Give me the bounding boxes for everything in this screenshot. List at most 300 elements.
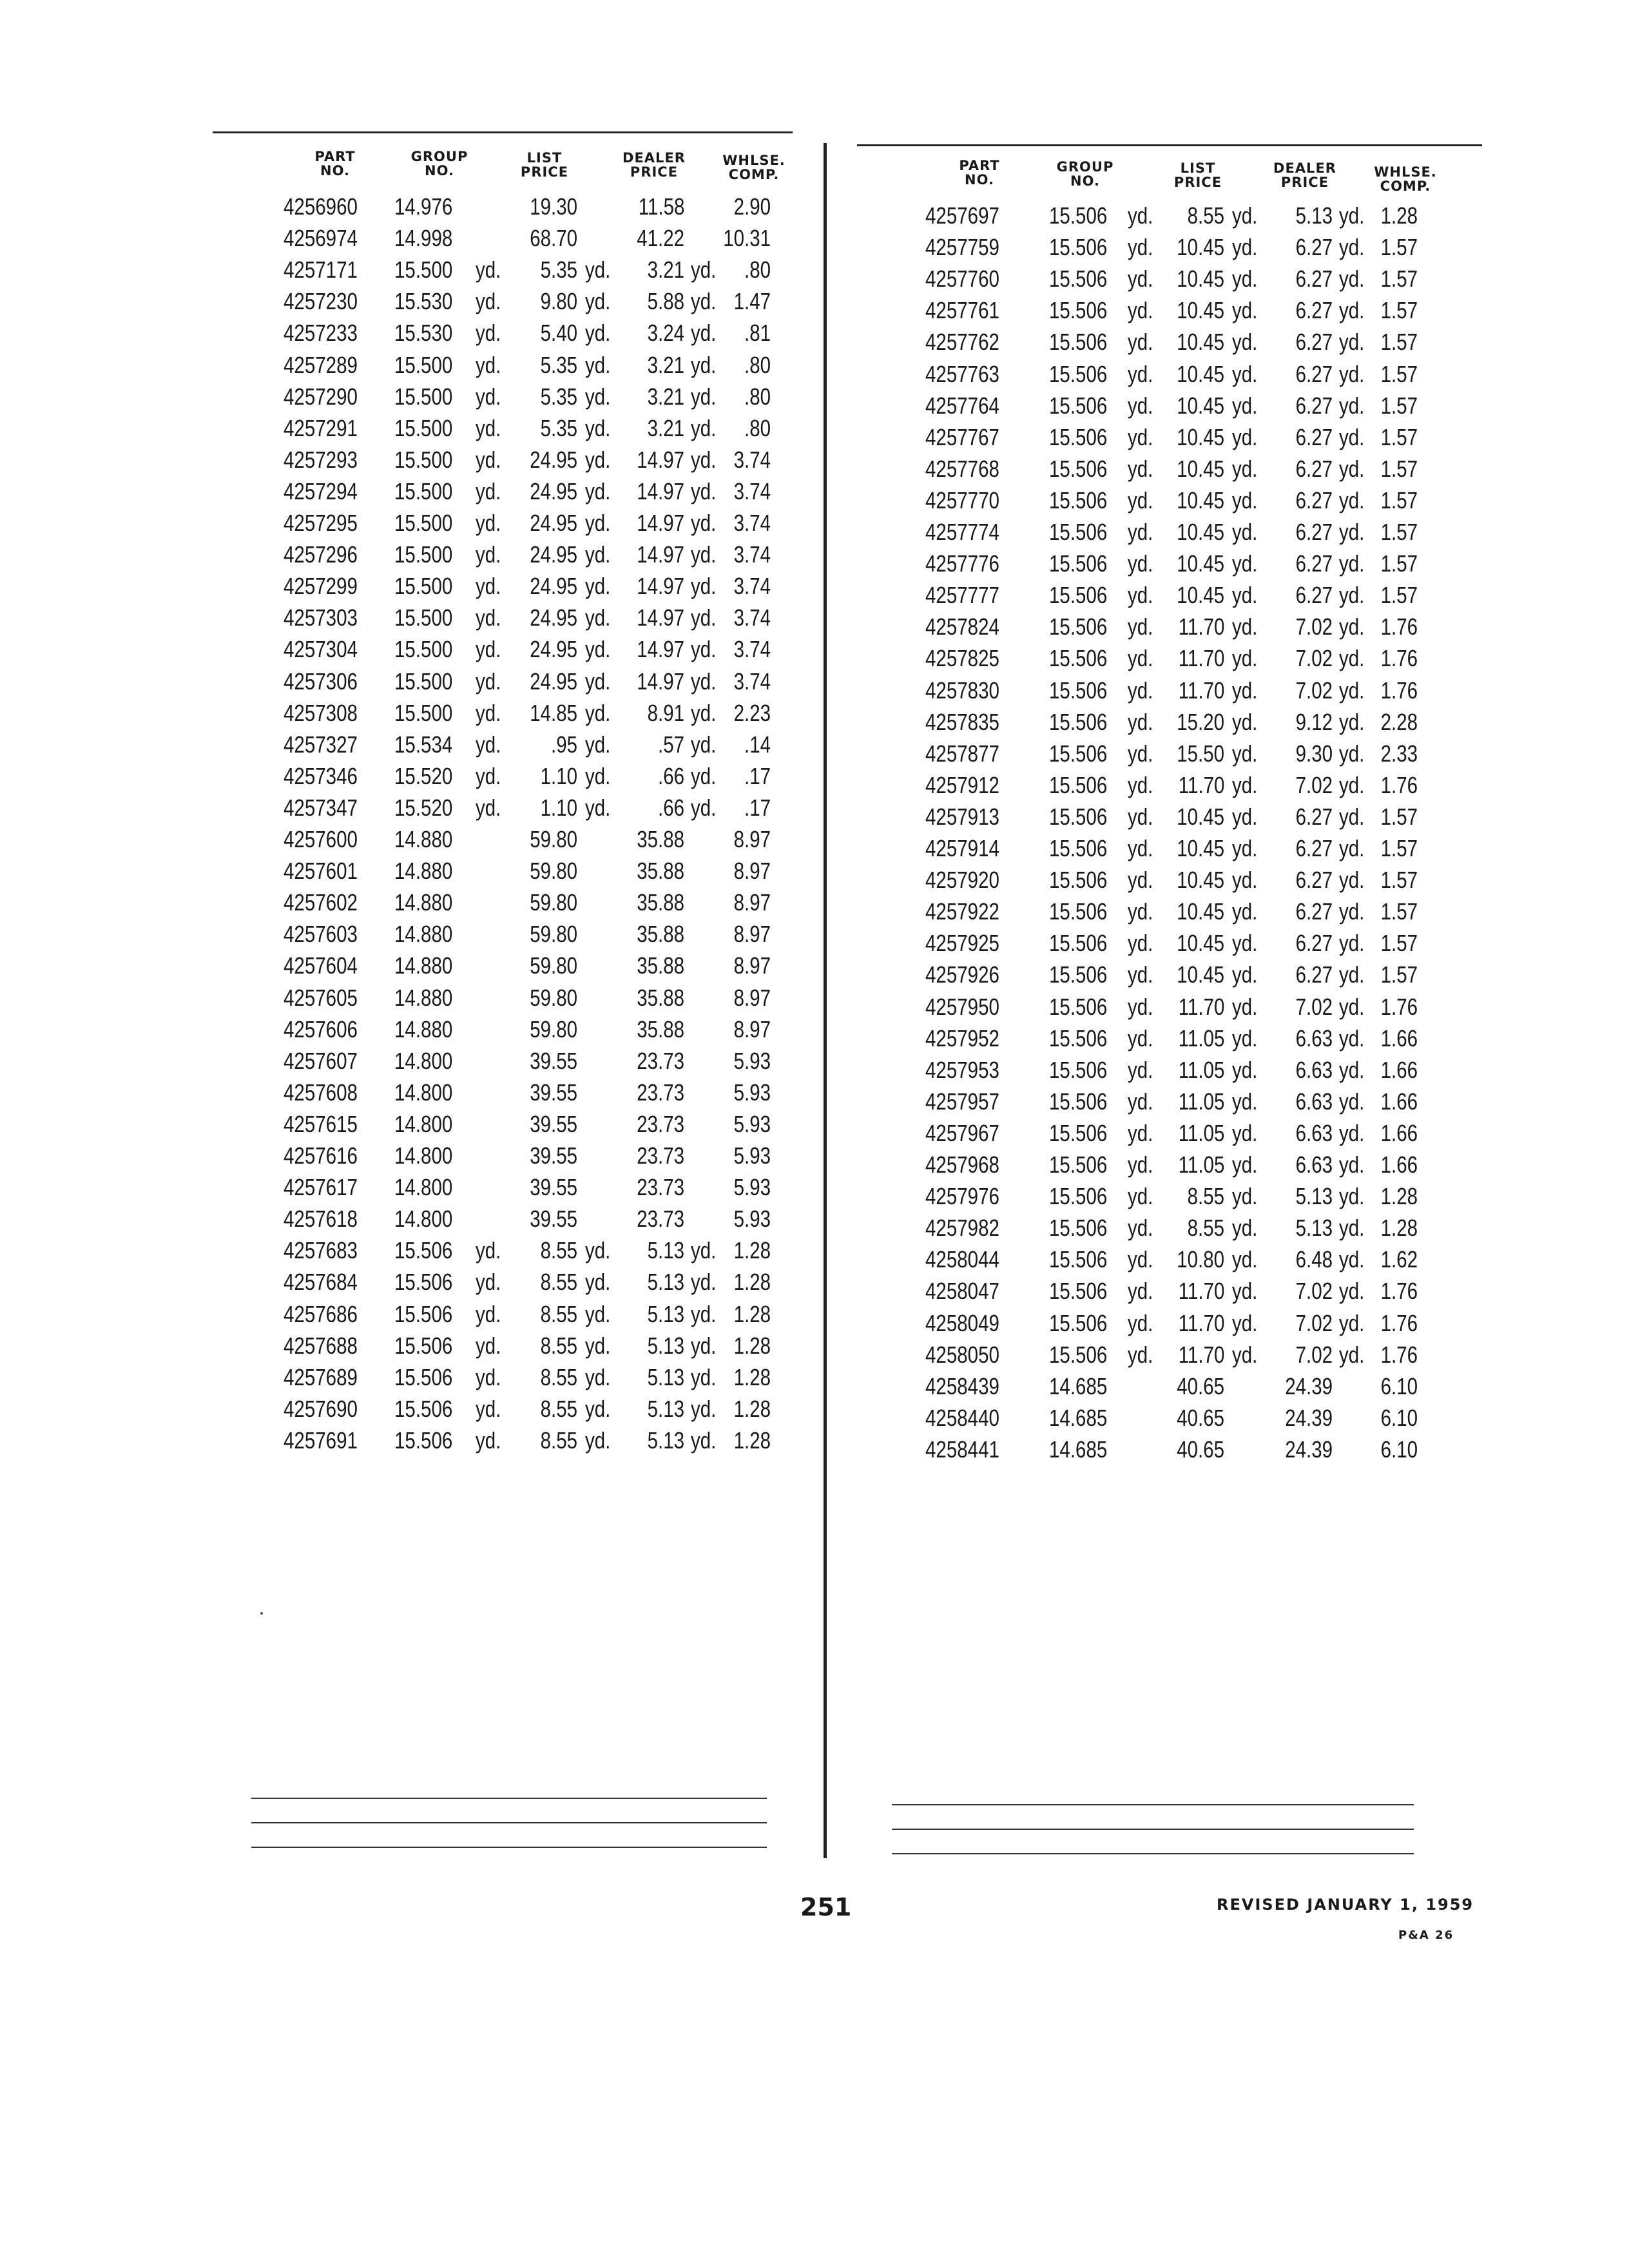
dealer-price: 14.97 — [637, 636, 684, 663]
part-number: 4257684 — [284, 1269, 358, 1296]
part-number: 4258439 — [925, 1372, 999, 1399]
dealer-unit: yd. — [585, 541, 611, 568]
table-row — [0, 391, 1629, 423]
part-number: 4257953 — [925, 1056, 999, 1083]
list-price: 11.70 — [1178, 771, 1224, 798]
whlse-comp: 1.28 — [1380, 1215, 1418, 1242]
part-number: 4257830 — [925, 677, 999, 704]
whlse-comp: .17 — [744, 794, 771, 821]
whlse-comp: 3.74 — [733, 446, 771, 473]
list-unit: yd. — [1128, 455, 1153, 482]
group-number: 15.506 — [1049, 1309, 1108, 1336]
group-number: 15.500 — [394, 446, 453, 473]
group-number: 15.506 — [1049, 423, 1108, 450]
part-number: 4257299 — [284, 573, 358, 600]
list-price: 8.55 — [540, 1300, 577, 1327]
dealer-unit: yd. — [1232, 930, 1258, 957]
whlse-comp: 1.57 — [1380, 550, 1418, 577]
whlse-comp: 5.93 — [733, 1206, 771, 1233]
dealer-unit: yd. — [1232, 1341, 1258, 1368]
dealer-price: 6.63 — [1295, 1088, 1333, 1115]
table-row — [0, 1340, 1629, 1372]
part-number: 4257926 — [925, 961, 999, 988]
dealer-price: 23.73 — [637, 1079, 684, 1106]
list-unit: yd. — [476, 510, 501, 536]
dealer-price: 6.27 — [1295, 867, 1333, 894]
header-line: WHLSE. — [722, 153, 786, 168]
list-price: 10.45 — [1177, 867, 1224, 894]
list-price: 11.70 — [1178, 1278, 1224, 1305]
list-unit: yd. — [476, 762, 501, 789]
group-number: 15.506 — [1049, 519, 1108, 545]
part-number: 4257683 — [284, 1237, 358, 1264]
group-number: 14.880 — [394, 984, 453, 1011]
group-number: 15.506 — [1049, 582, 1108, 609]
dealer-unit: yd. — [585, 477, 611, 505]
group-number: 14.685 — [1049, 1372, 1108, 1399]
list-price: 68.70 — [530, 225, 577, 252]
list-unit: yd. — [476, 731, 501, 758]
table-row — [0, 960, 1629, 992]
dealer-unit: yd. — [1232, 550, 1258, 577]
whlse-unit: yd. — [1339, 582, 1365, 609]
header-line: NO. — [425, 163, 454, 178]
left-header-list — [509, 151, 580, 179]
whlse-unit: yd. — [1339, 1215, 1365, 1242]
group-number: 15.520 — [394, 762, 453, 789]
part-number: 4257689 — [284, 1363, 358, 1390]
whlse-unit: yd. — [691, 477, 717, 505]
list-unit: yd. — [1128, 550, 1153, 577]
dealer-unit: yd. — [1232, 1024, 1258, 1052]
right-header-whlse — [1364, 165, 1447, 193]
table-row — [0, 1055, 1629, 1087]
whlse-comp: 2.23 — [733, 699, 771, 726]
dealer-price: 14.97 — [637, 668, 684, 695]
whlse-unit: yd. — [1339, 835, 1365, 861]
whlse-comp: 1.57 — [1380, 486, 1418, 514]
part-number: 4257230 — [284, 288, 358, 315]
list-price: 15.50 — [1177, 740, 1224, 767]
whlse-unit: yd. — [1339, 1119, 1365, 1146]
list-price: 8.55 — [540, 1237, 577, 1264]
header-line: PRICE — [1173, 175, 1222, 190]
list-price: 40.65 — [1177, 1372, 1224, 1399]
whlse-unit: yd. — [1339, 1309, 1365, 1336]
list-price: 8.55 — [1187, 202, 1224, 229]
whlse-unit: yd. — [1339, 329, 1365, 356]
whlse-comp: 1.57 — [1380, 265, 1418, 293]
whlse-comp: 6.10 — [1380, 1372, 1418, 1399]
dealer-unit: yd. — [1232, 582, 1258, 609]
dealer-price: 8.91 — [647, 699, 684, 726]
whlse-unit: yd. — [1339, 455, 1365, 482]
list-price: 39.55 — [530, 1174, 577, 1201]
whlse-comp: 1.57 — [1380, 360, 1418, 387]
list-price: 11.05 — [1178, 1056, 1224, 1083]
group-number: 14.880 — [394, 921, 453, 948]
group-number: 15.500 — [394, 541, 453, 568]
whlse-comp: 8.97 — [733, 858, 771, 885]
group-number: 15.506 — [1049, 329, 1108, 356]
dealer-unit: yd. — [1232, 1183, 1258, 1210]
list-price: 59.80 — [530, 826, 577, 852]
part-number: 4257982 — [925, 1215, 999, 1242]
dealer-unit: yd. — [1232, 961, 1258, 988]
whlse-comp: 6.10 — [1380, 1404, 1418, 1431]
header-line: COMP. — [1380, 178, 1431, 194]
list-price: 10.45 — [1177, 803, 1224, 830]
dealer-unit: yd. — [1232, 898, 1258, 925]
print-speck — [260, 1612, 263, 1615]
list-price: 11.05 — [1178, 1024, 1224, 1052]
dealer-unit: yd. — [1232, 803, 1258, 830]
group-number: 15.506 — [1049, 392, 1108, 419]
part-number: 4258044 — [925, 1246, 999, 1273]
dealer-unit: yd. — [585, 762, 611, 789]
list-price: 40.65 — [1177, 1436, 1224, 1463]
dealer-price: 7.02 — [1295, 993, 1333, 1020]
table-row — [0, 423, 1629, 454]
list-unit: yd. — [476, 1363, 501, 1390]
list-unit: yd. — [1128, 423, 1153, 450]
list-unit: yd. — [1128, 708, 1153, 735]
part-number: 4256960 — [284, 193, 358, 220]
table-row — [0, 360, 1629, 391]
right-header-dealer — [1263, 161, 1347, 189]
whlse-comp: 8.97 — [733, 1015, 771, 1043]
list-unit: yd. — [1128, 835, 1153, 861]
part-number: 4257774 — [925, 519, 999, 545]
list-price: 5.35 — [540, 414, 577, 441]
group-number: 15.506 — [394, 1332, 453, 1359]
part-number: 4257920 — [925, 867, 999, 894]
dealer-unit: yd. — [1232, 234, 1258, 261]
whlse-unit: yd. — [1339, 423, 1365, 450]
dealer-price: 7.02 — [1295, 1278, 1333, 1305]
whlse-unit: yd. — [1339, 550, 1365, 577]
dealer-price: 6.27 — [1295, 265, 1333, 293]
dealer-price: 5.13 — [1295, 1183, 1333, 1210]
list-unit: yd. — [476, 699, 501, 726]
list-unit: yd. — [1128, 519, 1153, 545]
dealer-price: 5.13 — [1295, 1215, 1333, 1242]
part-number: 4257295 — [284, 510, 358, 536]
whlse-unit: yd. — [691, 256, 717, 284]
whlse-unit: yd. — [1339, 1151, 1365, 1178]
whlse-comp: 1.62 — [1380, 1246, 1418, 1273]
whlse-comp: .17 — [744, 762, 771, 789]
group-number: 15.500 — [394, 510, 453, 536]
dealer-price: 7.02 — [1295, 677, 1333, 704]
dealer-price: 7.02 — [1295, 771, 1333, 798]
part-number: 4257770 — [925, 486, 999, 514]
list-price: 39.55 — [530, 1079, 577, 1106]
whlse-unit: yd. — [1339, 1088, 1365, 1115]
dealer-price: 35.88 — [637, 1015, 684, 1043]
whlse-comp: 1.76 — [1380, 771, 1418, 798]
header-line: PART — [314, 149, 356, 164]
whlse-unit: yd. — [691, 510, 717, 536]
part-number: 4257616 — [284, 1142, 358, 1169]
list-price: 19.30 — [530, 193, 577, 220]
whlse-unit: yd. — [1339, 265, 1365, 293]
list-unit: yd. — [476, 414, 501, 441]
list-price: .95 — [550, 731, 577, 758]
part-number: 4257347 — [284, 794, 358, 821]
list-price: 24.95 — [530, 541, 577, 568]
header-line: DEALER — [622, 150, 686, 166]
whlse-unit: yd. — [1339, 392, 1365, 419]
whlse-unit: yd. — [691, 731, 717, 758]
dealer-unit: yd. — [585, 1427, 611, 1454]
dealer-price: 6.27 — [1295, 360, 1333, 387]
right-header-list — [1162, 161, 1233, 189]
header-line: NO. — [965, 172, 994, 187]
whlse-unit: yd. — [691, 320, 717, 347]
dealer-price: 6.27 — [1295, 961, 1333, 988]
dealer-price: .66 — [657, 794, 684, 821]
dealer-price: 35.88 — [637, 858, 684, 885]
part-number: 4257767 — [925, 423, 999, 450]
whlse-unit: yd. — [1339, 771, 1365, 798]
list-price: 1.10 — [540, 762, 577, 789]
whlse-unit: yd. — [1339, 867, 1365, 894]
group-number: 15.506 — [1049, 930, 1108, 957]
dealer-unit: yd. — [1232, 202, 1258, 229]
dealer-unit: yd. — [585, 510, 611, 536]
part-number: 4257967 — [925, 1119, 999, 1146]
list-unit: yd. — [476, 1427, 501, 1454]
group-number: 14.880 — [394, 952, 453, 979]
list-unit: yd. — [1128, 1183, 1153, 1210]
dealer-price: 23.73 — [637, 1110, 684, 1137]
group-number: 15.506 — [1049, 803, 1108, 830]
list-price: 8.55 — [1187, 1215, 1224, 1242]
whlse-comp: 1.28 — [733, 1300, 771, 1327]
whlse-comp: 1.76 — [1380, 1309, 1418, 1336]
dealer-price: 35.88 — [637, 889, 684, 916]
dealer-price: 5.13 — [647, 1427, 684, 1454]
whlse-comp: 5.93 — [733, 1079, 771, 1106]
whlse-comp: .80 — [744, 351, 771, 378]
table-row — [0, 581, 1629, 612]
part-number: 4257346 — [284, 762, 358, 789]
group-number: 14.800 — [394, 1206, 453, 1233]
part-number: 4257968 — [925, 1151, 999, 1178]
whlse-comp: 1.57 — [1380, 835, 1418, 861]
part-number: 4257304 — [284, 636, 358, 663]
group-number: 14.976 — [394, 193, 453, 220]
list-unit: yd. — [476, 794, 501, 821]
list-price: 10.45 — [1177, 486, 1224, 514]
group-number: 15.500 — [394, 573, 453, 600]
whlse-comp: 1.66 — [1380, 1024, 1418, 1052]
dealer-unit: yd. — [585, 1363, 611, 1390]
list-unit: yd. — [476, 383, 501, 410]
whlse-comp: 1.57 — [1380, 582, 1418, 609]
dealer-price: 5.13 — [647, 1300, 684, 1327]
list-unit: yd. — [1128, 898, 1153, 925]
group-number: 15.506 — [394, 1395, 453, 1422]
part-number: 4257606 — [284, 1015, 358, 1043]
dealer-unit: yd. — [1232, 423, 1258, 450]
list-price: 8.55 — [540, 1363, 577, 1390]
part-number: 4257607 — [284, 1047, 358, 1074]
list-price: 10.45 — [1177, 297, 1224, 324]
dealer-unit: yd. — [1232, 1119, 1258, 1146]
dealer-unit: yd. — [1232, 645, 1258, 672]
list-price: 11.70 — [1178, 645, 1224, 672]
dealer-unit: yd. — [585, 699, 611, 726]
dealer-price: 41.22 — [637, 225, 684, 252]
whlse-unit: yd. — [1339, 1183, 1365, 1210]
list-price: 24.95 — [530, 668, 577, 695]
list-price: 10.45 — [1177, 550, 1224, 577]
whlse-unit: yd. — [1339, 740, 1365, 767]
list-price: 8.55 — [540, 1395, 577, 1422]
header-line: LIST — [526, 150, 563, 166]
whlse-comp: 3.74 — [733, 573, 771, 600]
list-unit: yd. — [1128, 961, 1153, 988]
list-price: 10.45 — [1177, 961, 1224, 988]
whlse-comp: 1.28 — [733, 1427, 771, 1454]
header-line: PRICE — [520, 164, 569, 180]
dealer-price: .57 — [657, 731, 684, 758]
table-row — [0, 1309, 1629, 1340]
group-number: 15.500 — [394, 351, 453, 378]
whlse-unit: yd. — [691, 762, 717, 789]
whlse-unit: yd. — [691, 351, 717, 378]
dealer-unit: yd. — [1232, 265, 1258, 293]
dealer-unit: yd. — [1232, 1088, 1258, 1115]
part-number: 4257293 — [284, 446, 358, 473]
whlse-unit: yd. — [1339, 961, 1365, 988]
table-row — [0, 644, 1629, 675]
dealer-unit: yd. — [1232, 1246, 1258, 1273]
group-number: 14.800 — [394, 1142, 453, 1169]
group-number: 15.506 — [1049, 360, 1108, 387]
list-unit: yd. — [1128, 771, 1153, 798]
dealer-unit: yd. — [585, 1332, 611, 1359]
dealer-unit: yd. — [1232, 1056, 1258, 1083]
dealer-price: 23.73 — [637, 1174, 684, 1201]
list-unit: yd. — [1128, 1278, 1153, 1305]
whlse-comp: 1.28 — [733, 1269, 771, 1296]
list-price: 10.45 — [1177, 930, 1224, 957]
blank-line — [251, 1822, 767, 1823]
document-code: P&A 26 — [1398, 1928, 1454, 1942]
whlse-unit: yd. — [691, 668, 717, 695]
dealer-unit: yd. — [585, 1269, 611, 1296]
group-number: 15.506 — [1049, 486, 1108, 514]
group-number: 15.506 — [1049, 297, 1108, 324]
list-unit: yd. — [1128, 1088, 1153, 1115]
whlse-comp: 1.57 — [1380, 519, 1418, 545]
part-number: 4258047 — [925, 1278, 999, 1305]
dealer-unit: yd. — [585, 1300, 611, 1327]
whlse-unit: yd. — [691, 636, 717, 663]
dealer-unit: yd. — [585, 573, 611, 600]
whlse-unit: yd. — [691, 446, 717, 473]
list-price: 1.10 — [540, 794, 577, 821]
group-number: 14.685 — [1049, 1436, 1108, 1463]
table-row — [0, 771, 1629, 802]
part-number: 4257824 — [925, 613, 999, 640]
list-price: 24.95 — [530, 477, 577, 505]
whlse-comp: 3.74 — [733, 604, 771, 631]
group-number: 15.500 — [394, 668, 453, 695]
group-number: 15.506 — [1049, 961, 1108, 988]
whlse-comp: 1.66 — [1380, 1119, 1418, 1146]
group-number: 15.534 — [394, 731, 453, 758]
group-number: 15.520 — [394, 794, 453, 821]
dealer-price: 14.97 — [637, 477, 684, 505]
right-header-part — [947, 159, 1012, 187]
list-price: 11.70 — [1178, 1309, 1224, 1336]
dealer-unit: yd. — [585, 604, 611, 631]
part-number: 4257762 — [925, 329, 999, 356]
dealer-unit: yd. — [1232, 1215, 1258, 1242]
dealer-unit: yd. — [585, 1395, 611, 1422]
part-number: 4257618 — [284, 1206, 358, 1233]
dealer-price: 7.02 — [1295, 645, 1333, 672]
part-number: 4256974 — [284, 225, 358, 252]
list-unit: yd. — [1128, 202, 1153, 229]
list-price: 10.45 — [1177, 423, 1224, 450]
list-price: 11.05 — [1178, 1088, 1224, 1115]
whlse-comp: 1.76 — [1380, 677, 1418, 704]
dealer-price: 6.27 — [1295, 234, 1333, 261]
list-price: 5.35 — [540, 351, 577, 378]
whlse-comp: 3.74 — [733, 636, 771, 663]
header-line: COMP. — [728, 167, 780, 182]
part-number: 4258049 — [925, 1309, 999, 1336]
part-number: 4257290 — [284, 383, 358, 410]
whlse-unit: yd. — [1339, 613, 1365, 640]
whlse-unit: yd. — [1339, 519, 1365, 545]
whlse-comp: 1.28 — [733, 1332, 771, 1359]
dealer-price: 5.13 — [647, 1237, 684, 1264]
whlse-comp: 1.57 — [1380, 234, 1418, 261]
header-line: PRICE — [1280, 175, 1329, 190]
whlse-unit: yd. — [1339, 1024, 1365, 1052]
left-header-group — [401, 149, 478, 178]
dealer-price: 3.21 — [647, 414, 684, 441]
part-number: 4257925 — [925, 930, 999, 957]
part-number: 4257617 — [284, 1174, 358, 1201]
list-price: 40.65 — [1177, 1404, 1224, 1431]
table-row — [0, 296, 1629, 327]
list-unit: yd. — [476, 1237, 501, 1264]
group-number: 15.500 — [394, 477, 453, 505]
dealer-price: 6.27 — [1295, 803, 1333, 830]
dealer-price: 6.27 — [1295, 423, 1333, 450]
whlse-unit: yd. — [1339, 360, 1365, 387]
table-row — [0, 865, 1629, 897]
whlse-comp: 1.47 — [733, 288, 771, 315]
list-price: 10.80 — [1177, 1246, 1224, 1273]
whlse-comp: 1.28 — [1380, 1183, 1418, 1210]
whlse-unit: yd. — [691, 794, 717, 821]
dealer-unit: yd. — [585, 320, 611, 347]
dealer-unit: yd. — [1232, 677, 1258, 704]
whlse-unit: yd. — [691, 1395, 717, 1422]
part-number: 4257294 — [284, 477, 358, 505]
list-unit: yd. — [476, 1332, 501, 1359]
list-unit: yd. — [1128, 1215, 1153, 1242]
part-number: 4257296 — [284, 541, 358, 568]
